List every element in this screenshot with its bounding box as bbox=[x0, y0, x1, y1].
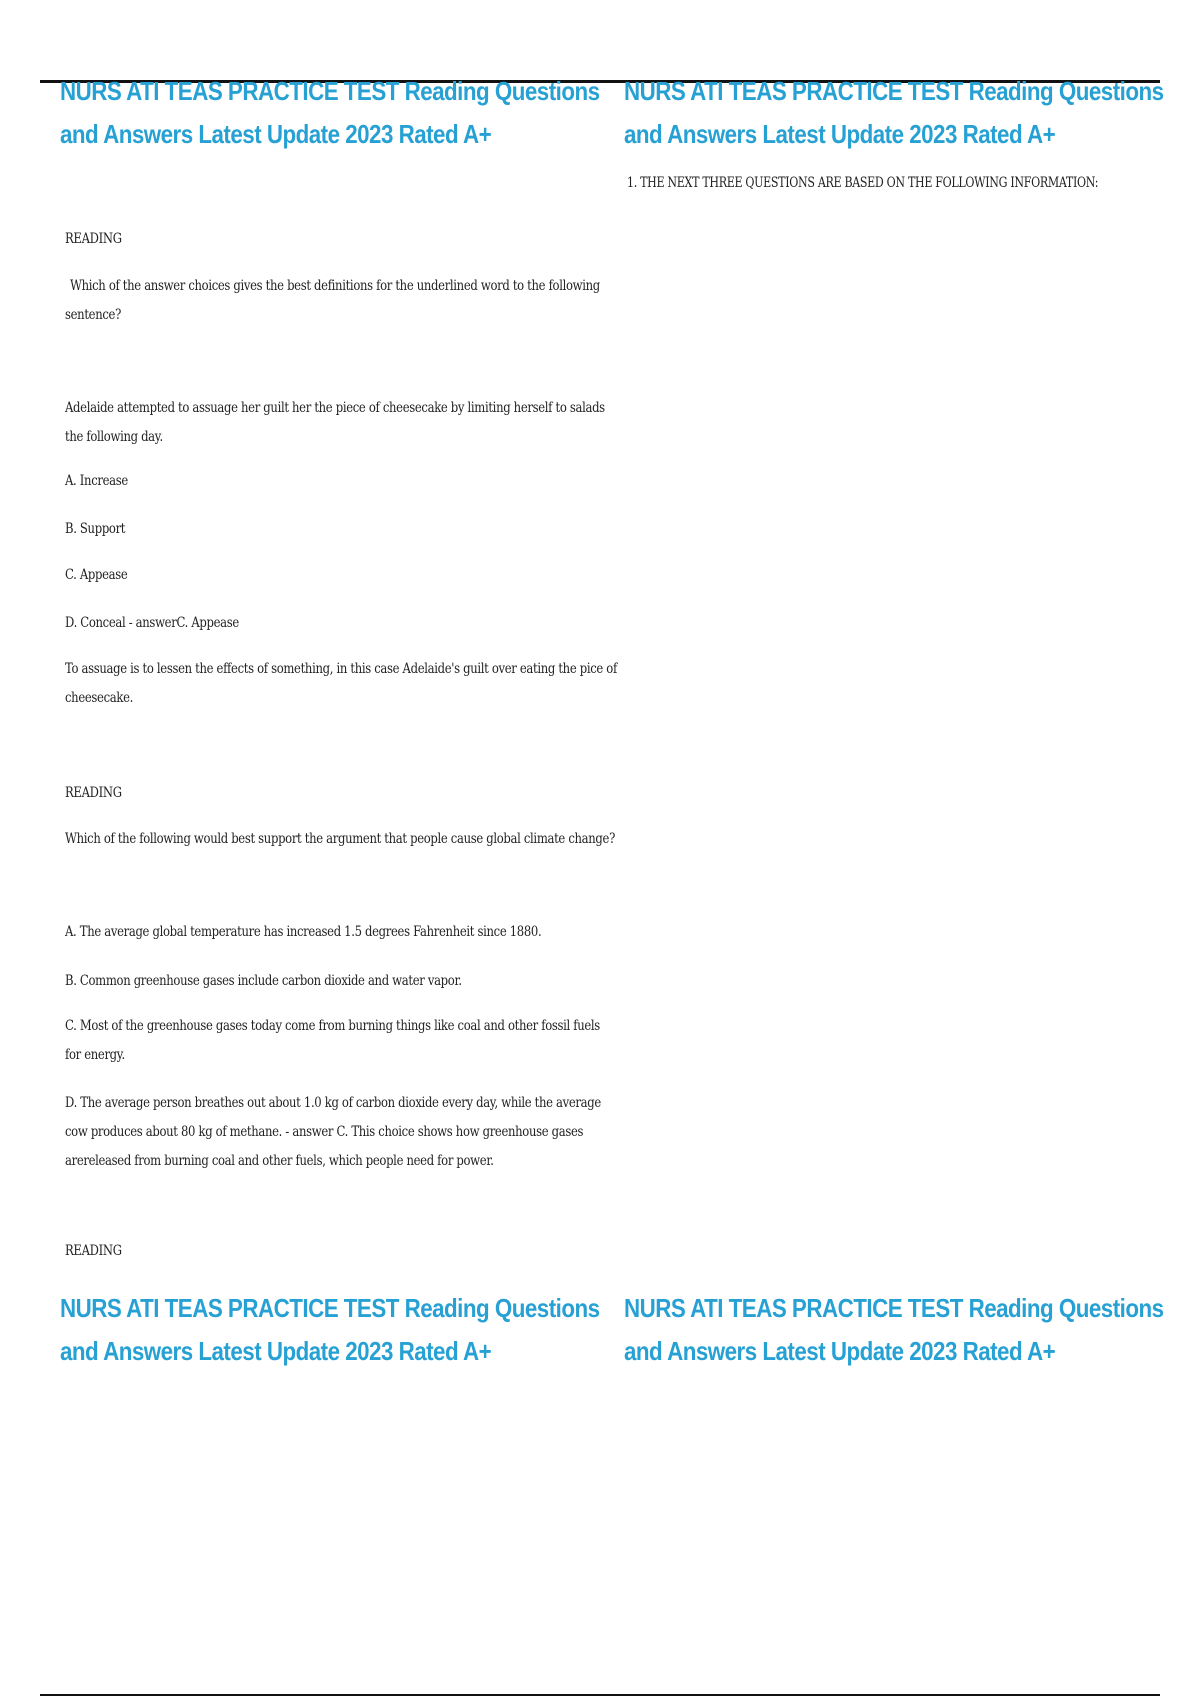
q2-option-c-line-2: for energy. bbox=[65, 1047, 125, 1063]
q1-option-c: C. Appease bbox=[65, 567, 128, 583]
q1-prompt-line-2: sentence? bbox=[65, 307, 121, 323]
q2-prompt: Which of the following would best support the argument that people cause global climate change? bbox=[65, 831, 615, 847]
title-line-2: and Answers Latest Update 2023 Rated A+ bbox=[60, 119, 492, 149]
q3-section-label: READING bbox=[65, 1243, 122, 1259]
q1-explanation-line-2: cheesecake. bbox=[65, 690, 133, 706]
q1-sentence-line-2: the following day. bbox=[65, 429, 163, 445]
page-title-right-bottom bbox=[624, 1287, 1164, 1373]
q1-prompt-line-1: Which of the answer choices gives the best definitions for the underlined word to the following bbox=[69, 278, 600, 294]
title-line-2: and Answers Latest Update 2023 Rated A+ bbox=[624, 119, 1056, 149]
page-title-left-bottom bbox=[60, 1287, 600, 1373]
q1-sentence bbox=[65, 394, 605, 452]
page-title-right-top bbox=[624, 70, 1164, 156]
page-title-left-top bbox=[60, 70, 600, 156]
title-line-1: NURS ATI TEAS PRACTICE TEST Reading Questions bbox=[624, 76, 1164, 106]
q1-section-label: READING bbox=[65, 231, 122, 247]
q1-option-b: B. Support bbox=[65, 521, 126, 537]
right-page-intro: 1. THE NEXT THREE QUESTIONS ARE BASED ON THE FOLLOWING INFORMATION: bbox=[627, 175, 1099, 191]
title-line-2: and Answers Latest Update 2023 Rated A+ bbox=[60, 1336, 492, 1366]
q2-option-d-line-1: D. The average person breathes out about 1.0 kg of carbon dioxide every day, while the average bbox=[65, 1095, 601, 1111]
q2-option-b: B. Common greenhouse gases include carbon dioxide and water vapor. bbox=[65, 973, 462, 989]
title-line-2: and Answers Latest Update 2023 Rated A+ bbox=[624, 1336, 1056, 1366]
title-line-1: NURS ATI TEAS PRACTICE TEST Reading Questions bbox=[60, 1293, 600, 1323]
title-line-1: NURS ATI TEAS PRACTICE TEST Reading Questions bbox=[60, 76, 600, 106]
q2-option-a: A. The average global temperature has increased 1.5 degrees Fahrenheit since 1880. bbox=[65, 924, 542, 940]
q2-option-d bbox=[65, 1089, 601, 1176]
q1-explanation bbox=[65, 655, 617, 713]
q2-option-c bbox=[65, 1012, 600, 1070]
title-line-1: NURS ATI TEAS PRACTICE TEST Reading Questions bbox=[624, 1293, 1164, 1323]
q1-prompt bbox=[65, 272, 600, 330]
q2-option-d-line-2: cow produces about 80 kg of methane. - answer C. This choice shows how greenhouse gases bbox=[65, 1124, 584, 1140]
q1-sentence-line-1: Adelaide attempted to assuage her guilt her the piece of cheesecake by limiting herself to salads bbox=[65, 400, 605, 416]
q1-option-a: A. Increase bbox=[65, 473, 128, 489]
bottom-rule bbox=[40, 1694, 1160, 1696]
q2-option-d-line-3: arereleased from burning coal and other fuels, which people need for power. bbox=[65, 1153, 494, 1169]
q1-explanation-line-1: To assuage is to lessen the effects of something, in this case Adelaide's guilt over eating the pice of bbox=[65, 661, 617, 677]
q2-section-label: READING bbox=[65, 785, 122, 801]
q1-option-d: D. Conceal - answerC. Appease bbox=[65, 615, 239, 631]
q2-option-c-line-1: C. Most of the greenhouse gases today come from burning things like coal and other fossil fuels bbox=[65, 1018, 600, 1034]
